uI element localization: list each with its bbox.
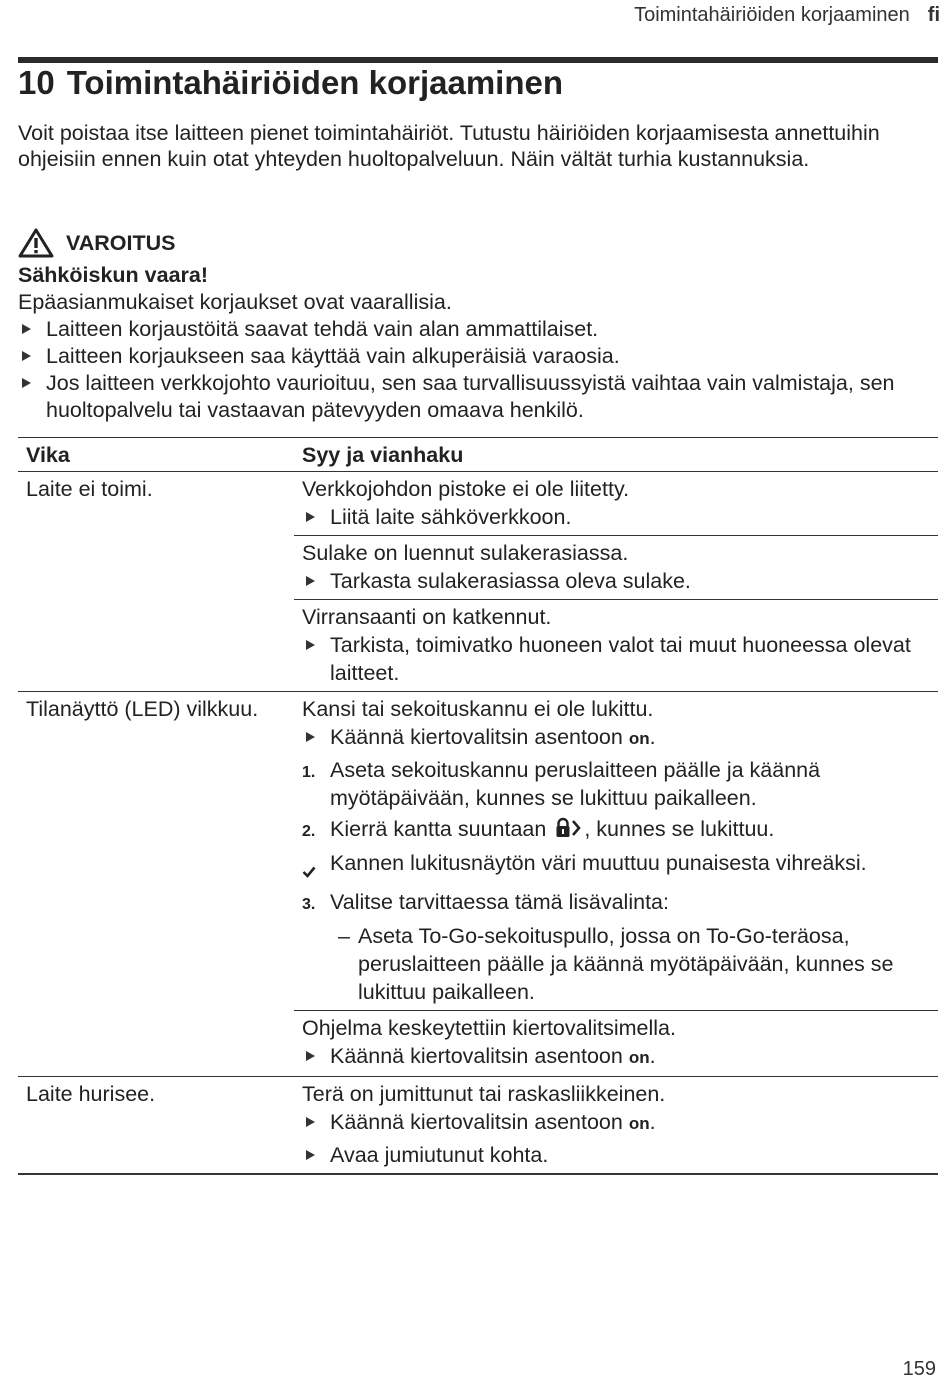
running-header xyxy=(634,4,940,27)
remedy-cell xyxy=(294,1077,938,1175)
warning-subtitle: Sähköiskun vaara! xyxy=(18,263,209,287)
language-code: fi xyxy=(927,4,940,26)
warning-list xyxy=(18,316,930,424)
action-text: Tarkasta sulakerasiassa oleva sulake. xyxy=(330,569,691,593)
cause-text: Kansi tai sekoituskannu ei ole lukittu. xyxy=(302,697,654,721)
table-header-row xyxy=(18,438,938,472)
cause-text: Virransaanti on katkennut. xyxy=(302,605,552,629)
step-number: 3. xyxy=(302,896,316,913)
step-text: Aseta sekoituskannu peruslaitteen päälle ja käännä myötäpäivään, kunnes se lukittuu paikalleen. xyxy=(330,758,821,810)
warning-block xyxy=(18,224,930,424)
page-number: 159 xyxy=(902,1358,936,1380)
table-row xyxy=(18,692,938,1011)
warning-label: VAROITUS xyxy=(66,230,176,255)
cause-text: Ohjelma keskeytettiin kiertovalitsimella. xyxy=(302,1016,676,1040)
step-number: 1. xyxy=(302,764,316,781)
result-text: Kannen lukitusnäytön väri muuttuu punaisesta vihreäksi. xyxy=(330,851,867,875)
numbered-step xyxy=(302,888,930,919)
step-text: Kierrä kantta suuntaan , kunnes se lukittuu. xyxy=(330,817,775,841)
on-position-label: on xyxy=(628,729,650,748)
action-text: Käännä kiertovalitsin asentoon on. xyxy=(330,1044,656,1068)
lock-closed-arrow-icon xyxy=(554,817,582,839)
remedy-cell xyxy=(294,1011,938,1077)
remedy-cell xyxy=(294,536,938,600)
action-step xyxy=(302,1141,930,1169)
warning-item: Laitteen korjaustöitä saavat tehdä vain alan ammattilaiset. xyxy=(18,316,930,343)
cause-text: Verkkojohdon pistoke ei ole liitetty. xyxy=(302,477,630,501)
table-row xyxy=(18,472,938,536)
dash-marker: – xyxy=(338,924,350,948)
table-row xyxy=(18,1077,938,1175)
cause-text: Terä on jumittunut tai raskasliikkeinen. xyxy=(302,1082,666,1106)
action-text: Käännä kiertovalitsin asentoon on. xyxy=(330,725,656,749)
column-header-fault: Vika xyxy=(18,438,294,472)
remedy-cell xyxy=(294,600,938,692)
action-step xyxy=(302,1108,930,1138)
warning-header xyxy=(18,224,930,262)
fault-cell: Tilanäyttö (LED) vilkkuu. xyxy=(18,692,294,1077)
fault-cell: Laite ei toimi. xyxy=(18,472,294,692)
step-text: Valitse tarvittaessa tämä lisävalinta: xyxy=(330,890,669,914)
action-text: Käännä kiertovalitsin asentoon on. xyxy=(330,1110,656,1134)
troubleshooting-table xyxy=(18,437,938,1175)
action-step xyxy=(302,1042,930,1072)
chapter-title-text: Toimintahäiriöiden korjaaminen xyxy=(66,64,564,101)
warning-text: Epäasianmukaiset korjaukset ovat vaarallisia. xyxy=(18,290,452,314)
action-step xyxy=(302,503,930,531)
cause-text: Sulake on luennut sulakerasiassa. xyxy=(302,541,629,565)
action-step xyxy=(302,723,930,753)
step-number: 2. xyxy=(302,823,316,840)
numbered-step xyxy=(302,815,930,846)
warning-item: Laitteen korjaukseen saa käyttää vain alkuperäisiä varaosia. xyxy=(18,343,930,370)
intro-paragraph: Voit poistaa itse laitteen pienet toimintahäiriöt. Tutustu häiriöiden korjaamisesta annettuihin ohjeisiin ennen kuin otat yhteyden huoltopalveluun. Näin vältät turhia kustannuksia. xyxy=(18,121,880,171)
action-step xyxy=(302,567,930,595)
result-step xyxy=(302,849,930,885)
running-title: Toimintahäiriöiden korjaaminen xyxy=(634,4,910,26)
column-header-cause: Syy ja vianhaku xyxy=(294,438,938,472)
warning-triangle-icon xyxy=(18,228,54,258)
warning-item: Jos laitteen verkkojohto vaurioituu, sen saa turvallisuussyistä vaihtaa vain valmistaja, sen huoltopalvelu tai vastaavan pätevyyden omaava henkilö. xyxy=(18,370,930,424)
remedy-cell xyxy=(294,472,938,536)
on-position-label: on xyxy=(628,1048,650,1067)
action-step xyxy=(302,631,930,687)
chapter-number: 10 xyxy=(18,64,55,101)
option-text: Aseta To-Go-sekoituspullo, jossa on To-Go-teräosa, peruslaitteen päälle ja käännä myötäpäivään, kunnes se lukittuu paikalleen. xyxy=(358,924,894,1004)
action-text: Avaa jumiutunut kohta. xyxy=(330,1143,549,1167)
numbered-step xyxy=(302,756,930,812)
fault-cell: Laite hurisee. xyxy=(18,1077,294,1175)
header-rule xyxy=(18,57,938,63)
chapter-title xyxy=(18,64,563,102)
on-position-label: on xyxy=(628,1114,650,1133)
option-item xyxy=(302,922,930,1006)
remedy-cell xyxy=(294,692,938,1011)
action-text: Liitä laite sähköverkkoon. xyxy=(330,505,572,529)
check-icon xyxy=(302,849,330,885)
action-text: Tarkista, toimivatko huoneen valot tai muut huoneessa olevat laitteet. xyxy=(330,633,911,685)
